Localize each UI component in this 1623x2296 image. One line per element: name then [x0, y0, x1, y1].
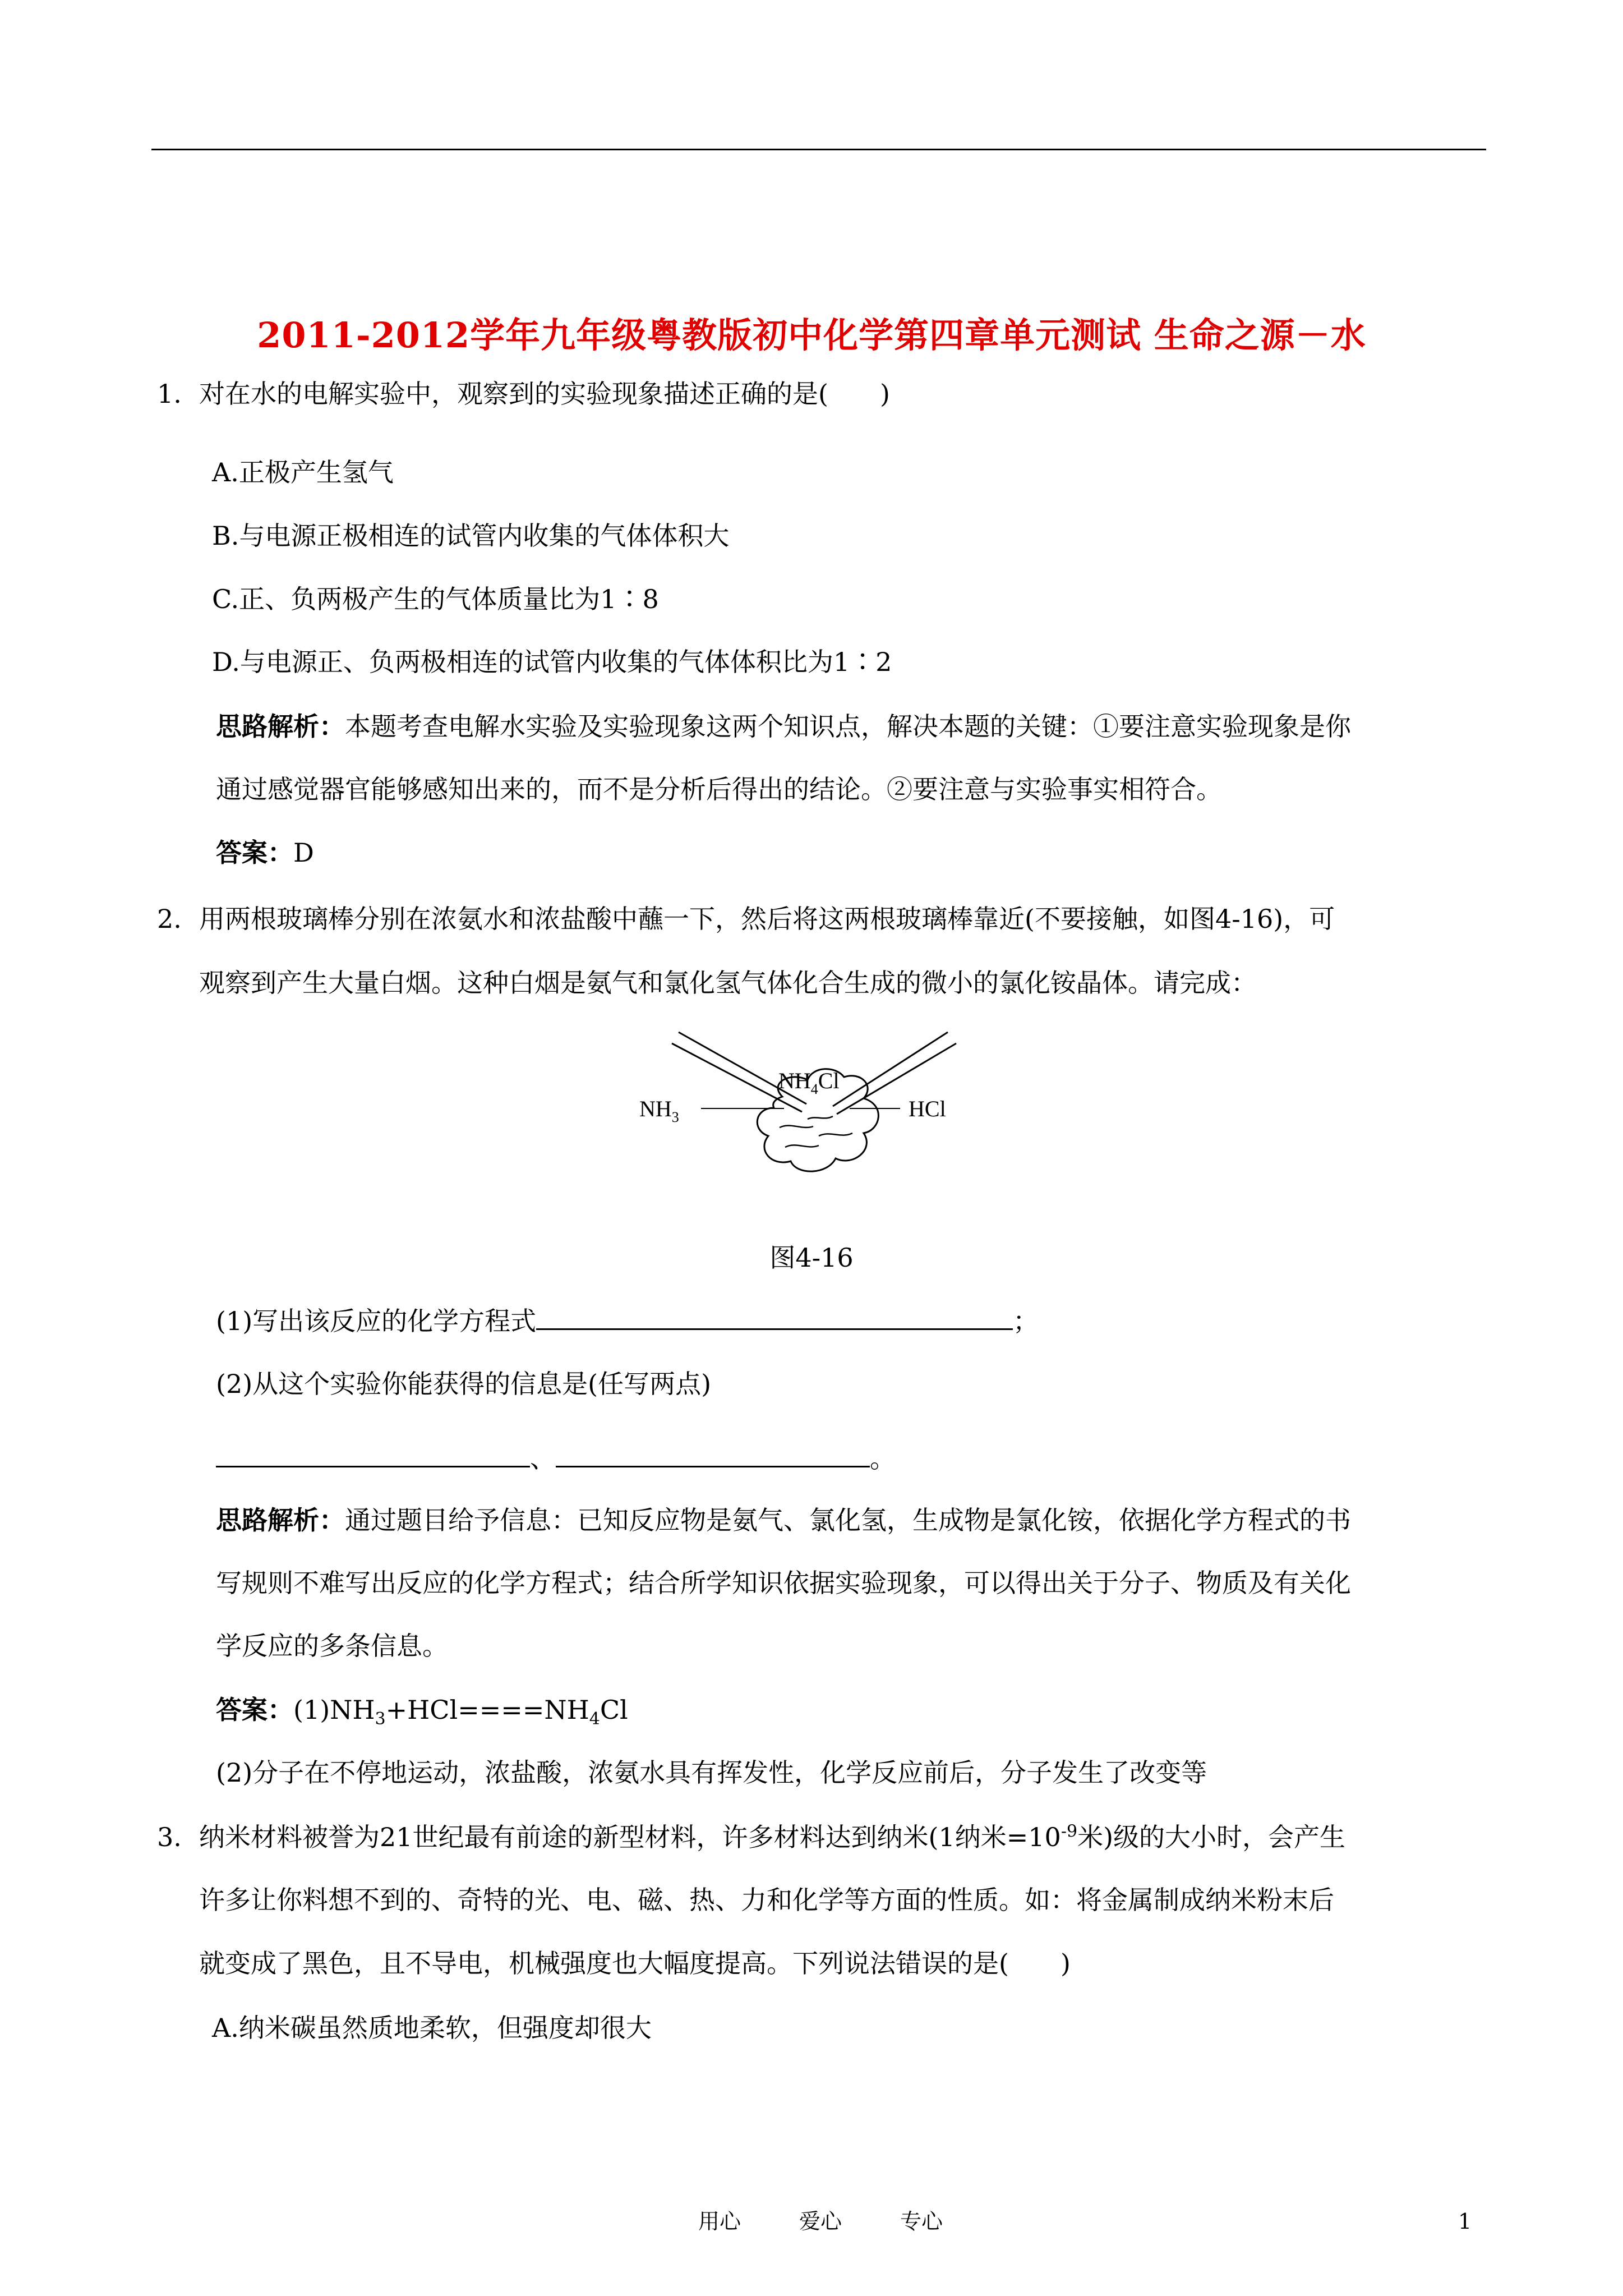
q2-stem-line-2: 观察到产生大量白烟。这种白烟是氨气和氯化氢气体化合生成的微小的氯化铵晶体。请完成：	[199, 968, 1257, 998]
q1-option-b: B.与电源正极相连的试管内收集的气体体积大	[212, 521, 730, 551]
answer-blank[interactable]	[536, 1306, 1013, 1330]
q1-analysis-line-1: 思路解析：本题考查电解水实验及实验现象这两个知识点，解决本题的关键：①要注意实验现象是你	[216, 711, 1351, 742]
q1-answer: 答案：D	[216, 838, 314, 868]
q2-analysis-line-1: 思路解析：通过题目给予信息：已知反应物是氨气、氯化氢，生成物是氯化铵，依据化学方程式的书	[216, 1505, 1351, 1535]
q3-stem-line-3: 就变成了黑色，且不导电，机械强度也大幅度提高。下列说法错误的是( )	[199, 1948, 1071, 1978]
q3-number: 3.	[157, 1822, 182, 1852]
right-glass-rod-edge	[833, 1032, 948, 1106]
hcl-label: HCl	[909, 1096, 946, 1121]
header-rule	[151, 149, 1486, 150]
q2-sub-1: (1)写出该反应的化学方程式 ；	[216, 1306, 1039, 1336]
q1-stem: 对在水的电解实验中，观察到的实验现象描述正确的是( )	[199, 379, 890, 409]
figure-caption: 图4-16	[769, 1243, 854, 1273]
answer-blank[interactable]	[216, 1443, 530, 1467]
footer-motto-2: 爱心	[799, 2209, 842, 2234]
q1-analysis-label: 思路解析：	[216, 711, 345, 742]
q1-option-d: D.与电源正、负两极相连的试管内收集的气体体积比为1∶2	[212, 647, 892, 677]
q2-analysis-line-2: 写规则不难写出反应的化学方程式；结合所学知识依据实验现象，可以得出关于分子、物质及有关化	[216, 1568, 1351, 1598]
footer-motto-3: 专心	[900, 2209, 943, 2234]
q1-analysis-line-2: 通过感觉器官能够感知出来的，而不是分析后得出的结论。②要注意与实验事实相符合。	[216, 774, 1222, 804]
nh4cl-label: $NH_4Cl$	[778, 1068, 840, 1097]
q2-analysis-line-3: 学反应的多条信息。	[216, 1631, 448, 1661]
q1-option-a: A.正极产生氢气	[212, 457, 394, 487]
nh3-label: $NH_3$	[639, 1096, 679, 1125]
page-number: 1	[1458, 2209, 1472, 2234]
ammonia-hcl-diagram	[639, 1021, 987, 1240]
q3-stem-line-2: 许多让你料想不到的、奇特的光、电、磁、热、力和化学等方面的性质。如：将金属制成纳米粉末后	[199, 1885, 1334, 1915]
q2-sub-2: (2)从这个实验你能获得的信息是(任写两点)	[216, 1369, 712, 1399]
q2-answer-2: (2)分子在不停地运动，浓盐酸，浓氨水具有挥发性，化学反应前后，分子发生了改变等	[216, 1757, 1207, 1788]
answer-blank[interactable]	[556, 1443, 870, 1467]
q2-stem-line-1: 用两根玻璃棒分别在浓氨水和浓盐酸中蘸一下，然后将这两根玻璃棒靠近(不要接触，如图4-16)，可	[199, 904, 1335, 934]
q2-answer-1: 答案：$(1)NH_3+HCl====NH_4Cl$	[216, 1695, 628, 1729]
footer-motto-1: 用心	[698, 2209, 741, 2234]
q1-option-c: C.正、负两极产生的气体质量比为1∶8	[212, 584, 659, 614]
q3-stem-line-1: 纳米材料被誉为21世纪最有前途的新型材料，许多材料达到纳米(1纳米$=10^{-9}$米)级的大小时，会产生	[199, 1821, 1346, 1852]
q2-number: 2.	[157, 904, 182, 934]
smoke-swirls	[780, 1116, 852, 1147]
q1-number: 1.	[157, 379, 182, 409]
q3-option-a: A.纳米碳虽然质地柔软，但强度却很大	[212, 2013, 652, 2043]
q2-sub-2-blanks: 、 。	[216, 1442, 896, 1475]
page-title: 2011-2012学年九年级粤教版初中化学第四章单元测试 生命之源－水	[257, 315, 1366, 356]
